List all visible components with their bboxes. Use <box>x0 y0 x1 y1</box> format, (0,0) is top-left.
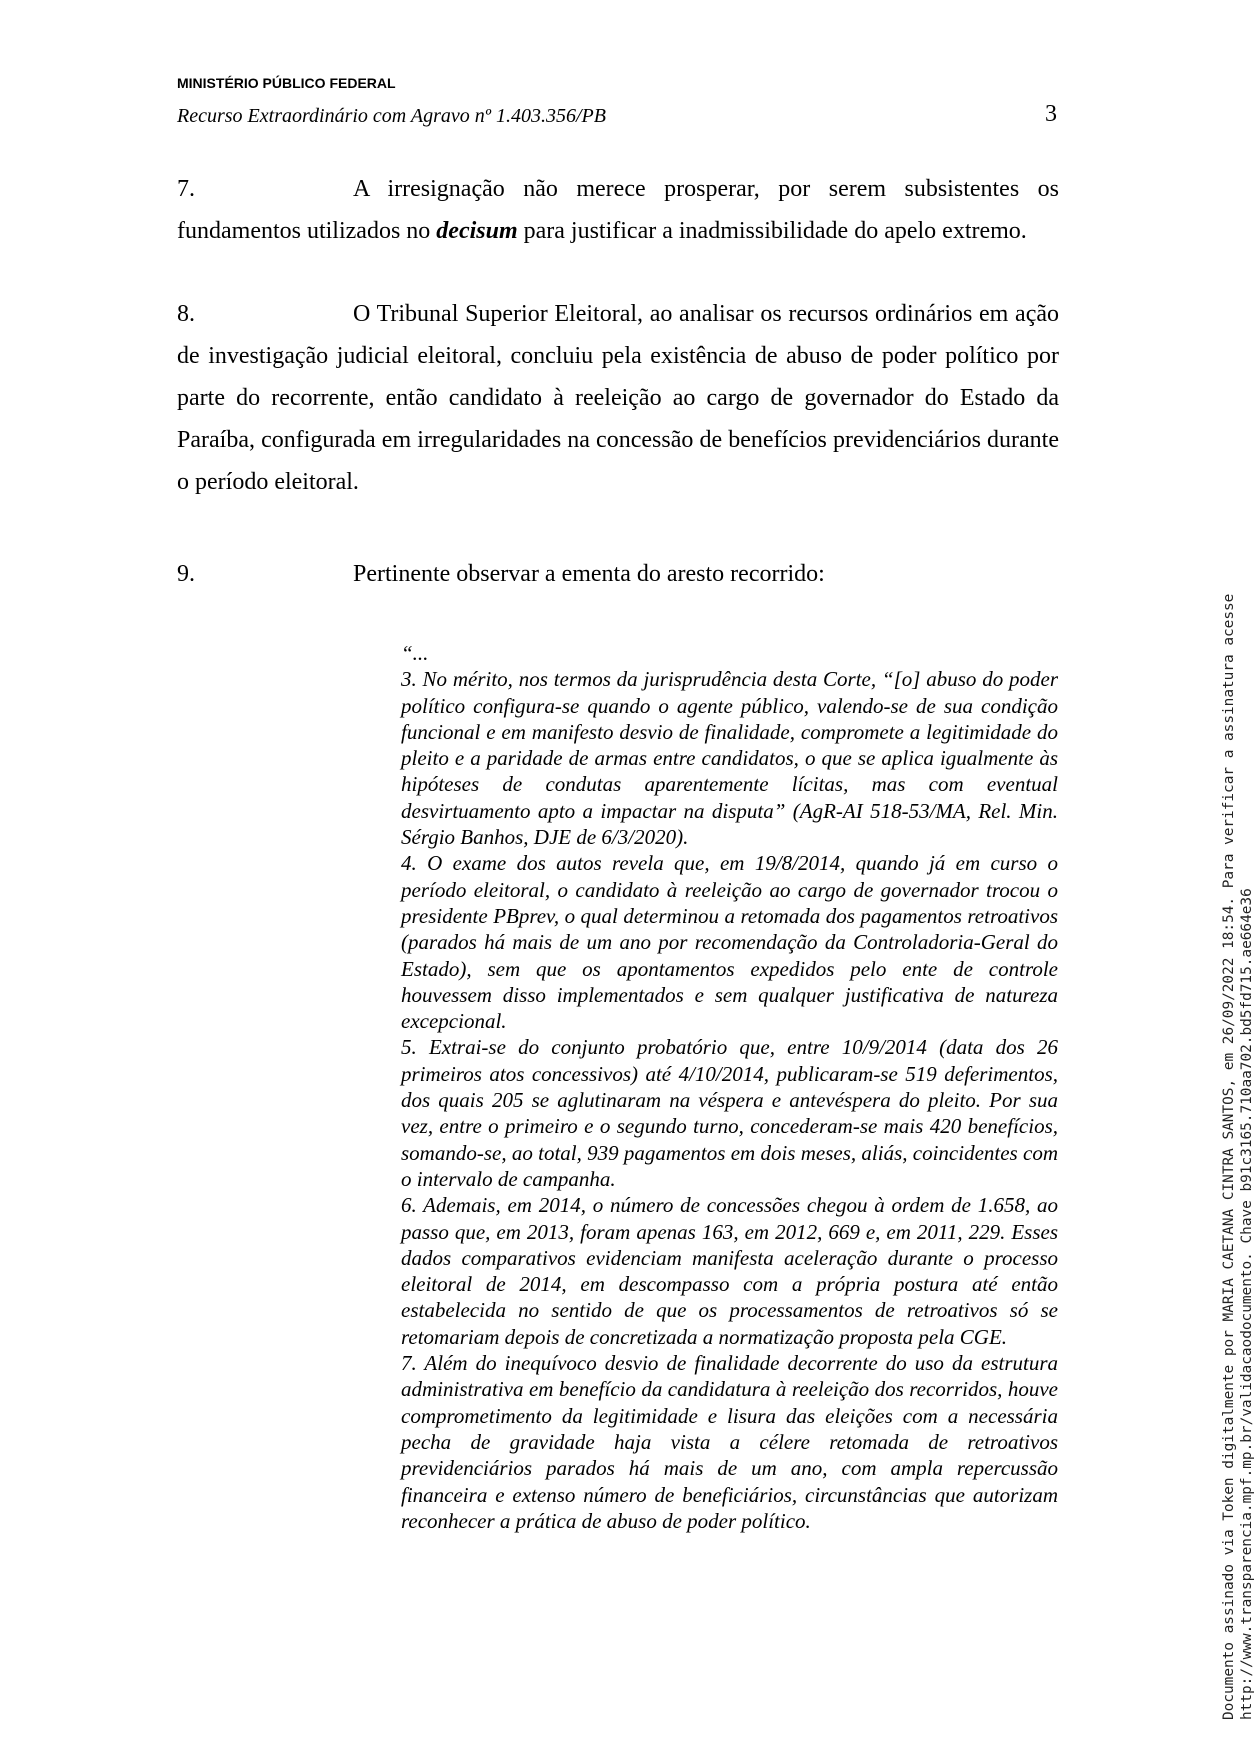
paragraph-8 <box>177 293 1059 503</box>
paragraph-number: 8. <box>177 301 195 327</box>
paragraph-text: para justificar a inadmissibilidade do apelo extremo. <box>517 218 1027 244</box>
header-case-title: Recurso Extraordinário com Agravo nº 1.403.356/PB <box>177 105 606 127</box>
page-number: 3 <box>1045 101 1057 127</box>
signature-line-2: http://www.transparencia.mpf.mp.br/validacaodocumento. Chave b91c3165.710aa702.bd5fd715.ae664e36 <box>1239 888 1255 1720</box>
header-organization: MINISTÉRIO PÚBLICO FEDERAL <box>177 75 396 91</box>
paragraph-number: 7. <box>177 176 195 202</box>
quote-item-3: 3. No mérito, nos termos da jurisprudência desta Corte, “[o] abuso do poder político configura-se quando o agente público, valendo-se de sua condição funcional e em manifesto desvio de finalidade, compromete a legitimidade do pleito e a paridade de armas entre candidatos, o que se aplica igualmente às hipóteses de condutas aparentemente lícitas, mas com eventual desvirtuamento apto a impactar na disputa” (AgR-AI 518-53/MA, Rel. Min. Sérgio Banhos, DJE de 6/3/2020). <box>401 667 1058 850</box>
signature-line-1: Documento assinado via Token digitalmente por MARIA CAETANA CINTRA SANTOS, em 26/09/2022 18:54. Para verificar a assinatura acesse <box>1221 593 1237 1720</box>
quote-item-7: 7. Além do inequívoco desvio de finalidade decorrente do uso da estrutura administrativa em benefício da candidatura à reeleição dos recorridos, houve comprometimento da legitimidade e lisura das eleições com a necessária pecha de gravidade haja vista a célere retomada de retroativos previdenciários parados há mais de um ano, com ampla repercussão financeira e extenso número de beneficiários, circunstâncias que autorizam reconhecer a prática de abuso de poder político. <box>401 1351 1058 1533</box>
paragraph-9 <box>177 553 1059 595</box>
ementa-quote <box>401 640 1058 1534</box>
paragraph-number: 9. <box>177 561 195 587</box>
quote-opening: “... <box>401 641 429 665</box>
quote-item-6: 6. Ademais, em 2014, o número de concessões chegou à ordem de 1.658, ao passo que, em 2013, foram apenas 163, em 2012, 669 e, em 2011, 229. Esses dados comparativos evidenciam manifesta aceleração durante o processo eleitoral de 2014, em descompasso com a própria postura até então estabelecida no sentido de que os processamentos de retroativos só se retomariam depois de concretizada a normatização proposta pela CGE. <box>401 1193 1058 1349</box>
quote-item-5: 5. Extrai-se do conjunto probatório que, entre 10/9/2014 (data dos 26 primeiros atos concessivos) até 4/10/2014, publicaram-se 519 deferimentos, dos quais 205 se aglutinaram na véspera e antevéspera do pleito. Por sua vez, entre o primeiro e o segundo turno, concederam-se mais 420 benefícios, somando-se, ao total, 939 pagamentos em dois meses, aliás, coincidentes com o intervalo de campanha. <box>401 1035 1058 1191</box>
quote-item-4: 4. O exame dos autos revela que, em 19/8/2014, quando já em curso o período eleitoral, o candidato à reeleição ao cargo de governador trocou o presidente PBprev, o qual determinou a retomada dos pagamentos retroativos (parados há mais de um ano por recomendação da Controladoria-Geral do Estado), sem que os apontamentos expedidos pelo ente de controle houvessem disso implementados e sem qualquer justificativa de natureza excepcional. <box>401 851 1058 1034</box>
digital-signature-note <box>1220 594 1256 1720</box>
paragraph-text: O Tribunal Superior Eleitoral, ao analisar os recursos ordinários em ação de investigação judicial eleitoral, concluiu pela existência de abuso de poder político por parte do recorrente, então candidato à reeleição ao cargo de governador do Estado da Paraíba, configurada em irregularidades na concessão de benefícios previdenciários durante o período eleitoral. <box>177 301 1059 495</box>
paragraph-emphasis: decisum <box>436 218 518 244</box>
paragraph-7 <box>177 168 1059 252</box>
paragraph-text: A irresignação não merece prosperar, por serem subsistentes os fundamentos utilizados no <box>177 176 1059 244</box>
paragraph-text: Pertinente observar a ementa do aresto recorrido: <box>353 561 825 587</box>
